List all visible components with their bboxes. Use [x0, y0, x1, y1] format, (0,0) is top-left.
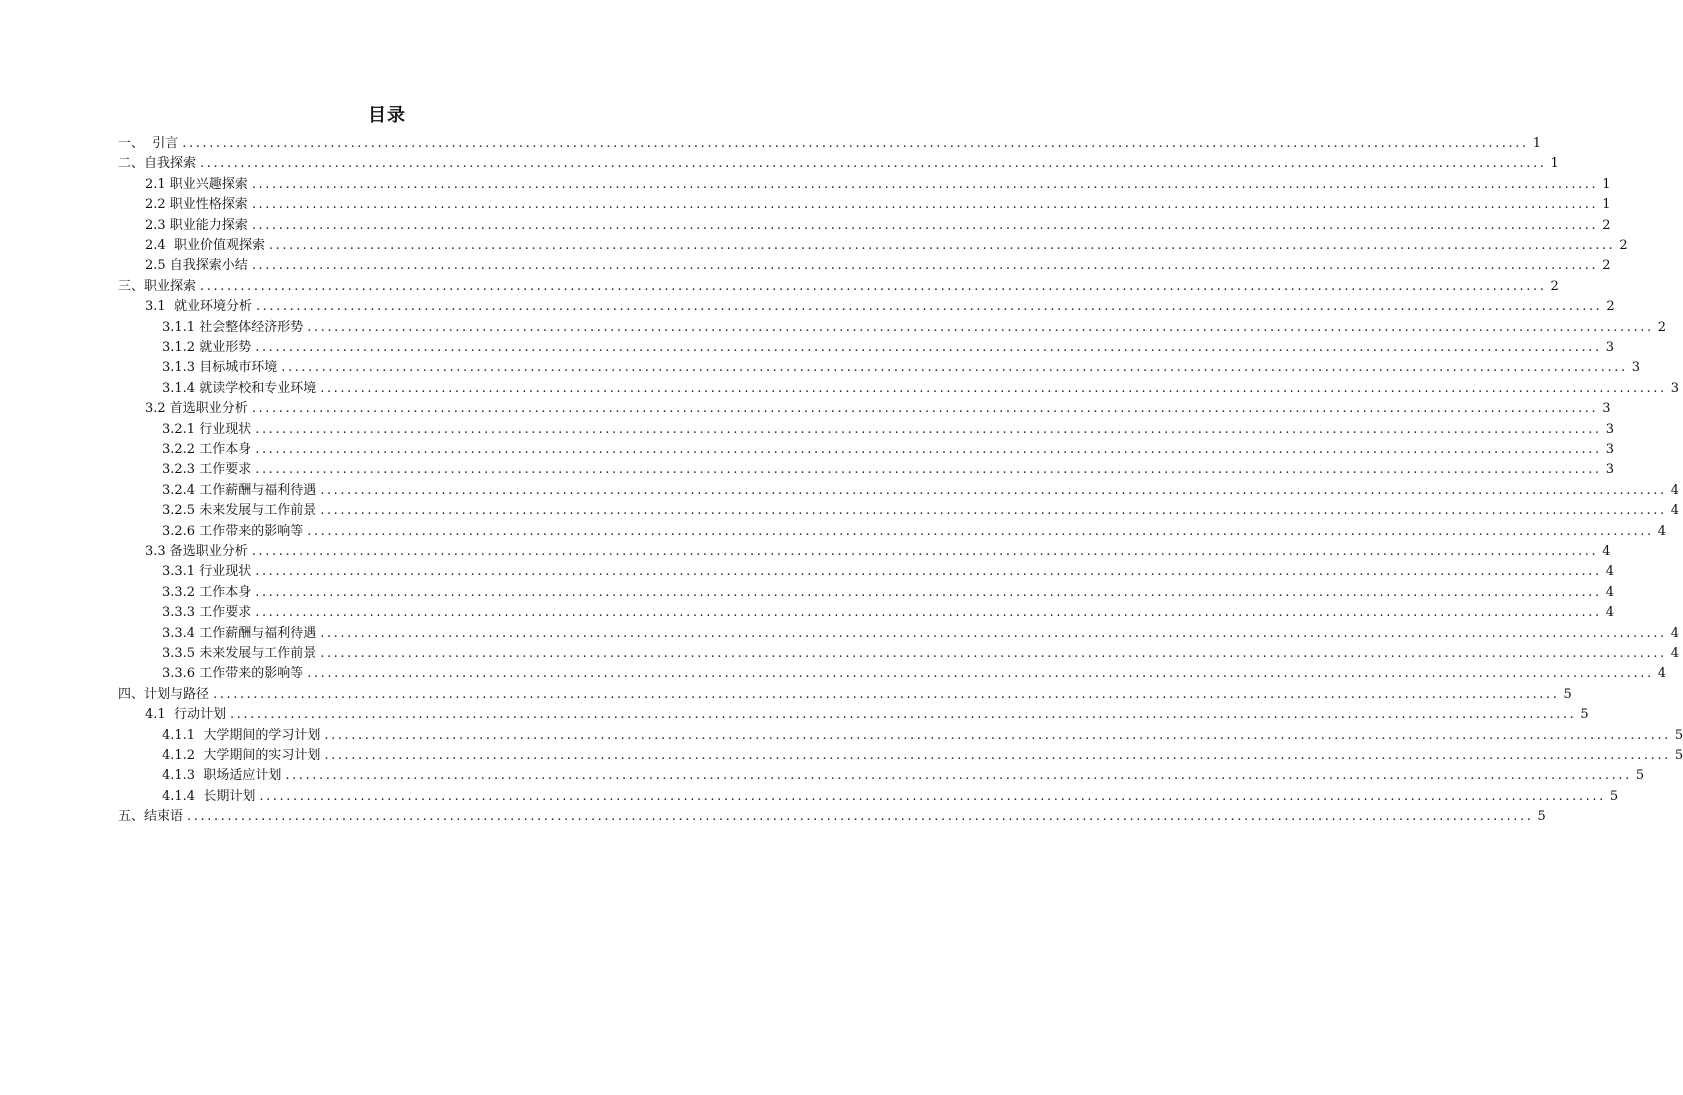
dot-leader: ........................................................................................................................................................................................................	[307, 666, 1654, 682]
toc-entry-page-number: 3	[1605, 340, 1614, 355]
toc-entry-label: 3.3.3 工作要求	[162, 605, 252, 621]
toc-entry[interactable]	[162, 726, 1683, 746]
toc-entry[interactable]	[162, 358, 1640, 378]
toc-entry-label: 3.1 就业环境分析	[145, 299, 252, 315]
toc-entry-page-number: 5	[1635, 768, 1645, 784]
toc-entry[interactable]	[162, 420, 1614, 440]
dot-leader: ........................................................................................................................................................................................................	[229, 707, 1577, 723]
toc-entry-page-number: 4	[1605, 605, 1614, 621]
toc-entry[interactable]	[162, 787, 1619, 807]
dot-leader: ........................................................................................................................................................................................................	[268, 238, 1616, 253]
toc-entry[interactable]	[162, 379, 1679, 399]
dot-leader: ........................................................................................................................................................................................................	[255, 462, 1602, 478]
toc-entry[interactable]	[162, 644, 1679, 664]
toc-entry-label: 3.1.3 目标城市环境	[162, 360, 278, 376]
toc-entry-page-number: 1	[1532, 136, 1542, 151]
toc-entry-page-number: 1	[1550, 156, 1559, 172]
toc-entry-page-number: 5	[1674, 748, 1683, 763]
toc-entry[interactable]	[118, 807, 1546, 827]
toc-entry-page-number: 5	[1674, 727, 1683, 743]
toc-entry-label: 3.3.4 工作薪酬与福利待遇	[162, 625, 317, 641]
toc-entry[interactable]	[145, 542, 1611, 562]
toc-entry-label: 三、职业探索	[118, 278, 197, 294]
toc-entry-label: 2.1 职业兴趣探索	[145, 176, 248, 192]
toc-entry-label: 2.3 职业能力探索	[145, 217, 248, 233]
dot-leader: ........................................................................................................................................................................................................	[324, 748, 1671, 763]
toc-entry-page-number: 2	[1606, 299, 1615, 315]
toc-entry-label: 3.3.5 未来发展与工作前景	[162, 646, 317, 661]
toc-entry-page-number: 4	[1602, 544, 1611, 559]
toc-entry-label: 3.3 备选职业分析	[145, 544, 248, 559]
toc-entry-label: 2.2 职业性格探索	[145, 197, 248, 213]
toc-entry[interactable]	[162, 522, 1666, 542]
toc-entry[interactable]	[118, 277, 1559, 297]
toc-entry[interactable]	[162, 583, 1614, 603]
toc-entry-page-number: 5	[1609, 788, 1619, 804]
toc-entry-page-number: 3	[1670, 380, 1679, 396]
dot-leader: ........................................................................................................................................................................................................	[200, 278, 1547, 294]
toc-entry[interactable]	[162, 460, 1614, 480]
toc-entry-page-number: 1	[1602, 197, 1611, 213]
toc-entry[interactable]	[145, 297, 1615, 317]
toc-entry[interactable]	[145, 399, 1611, 419]
dot-leader: ........................................................................................................................................................................................................	[187, 809, 1534, 825]
toc-entry-label: 五、结束语	[118, 809, 184, 825]
toc-entry-label: 4.1.3 职场适应计划	[162, 768, 282, 784]
toc-entry-label: 3.2.6 工作带来的影响等	[162, 523, 304, 539]
toc-entry-label: 3.2.1 行业现状	[162, 421, 252, 437]
toc-entry-label: 3.2.5 未来发展与工作前景	[162, 503, 317, 519]
toc-entry[interactable]	[162, 440, 1614, 460]
dot-leader: ........................................................................................................................................................................................................	[213, 686, 1560, 702]
dot-leader: ........................................................................................................................................................................................................	[251, 176, 1599, 192]
toc-entry-label: 3.1.1 社会整体经济形势	[162, 319, 304, 335]
toc-entry[interactable]	[145, 236, 1628, 256]
toc-entry-label: 3.1.2 就业形势	[162, 340, 252, 355]
dot-leader: ........................................................................................................................................................................................................	[285, 768, 1632, 784]
toc-entry-label: 二、自我探索	[118, 156, 197, 172]
dot-leader: ........................................................................................................................................................................................................	[320, 625, 1667, 641]
toc-entry-page-number: 2	[1657, 319, 1666, 335]
dot-leader: ........................................................................................................................................................................................................	[255, 605, 1602, 621]
dot-leader: ........................................................................................................................................................................................................	[255, 442, 1602, 457]
toc-entry-label: 3.1.4 就读学校和专业环境	[162, 380, 317, 396]
toc-entry-label: 一、 引言	[118, 136, 179, 151]
dot-leader: ........................................................................................................................................................................................................	[251, 401, 1599, 417]
toc-entry-page-number: 2	[1619, 238, 1628, 253]
dot-leader: ........................................................................................................................................................................................................	[255, 299, 1603, 315]
toc-entry-label: 3.2 首选职业分析	[145, 401, 248, 417]
toc-entry-label: 四、计划与路径	[118, 686, 210, 702]
dot-leader: ........................................................................................................................................................................................................	[324, 727, 1671, 743]
toc-entry-label: 3.3.2 工作本身	[162, 584, 252, 600]
toc-entry[interactable]	[162, 501, 1679, 521]
toc-entry-label: 3.3.6 工作带来的影响等	[162, 666, 304, 682]
dot-leader: ........................................................................................................................................................................................................	[307, 319, 1654, 335]
toc-entry[interactable]	[145, 705, 1589, 725]
toc-entry-page-number: 3	[1605, 421, 1614, 437]
toc-entry[interactable]	[118, 154, 1559, 174]
toc-entry-page-number: 1	[1602, 176, 1611, 192]
toc-entry-page-number: 4	[1657, 523, 1666, 539]
toc-entry[interactable]	[162, 481, 1679, 501]
toc-entry[interactable]	[162, 664, 1666, 684]
toc-entry-page-number: 2	[1550, 278, 1559, 294]
dot-leader: ........................................................................................................................................................................................................	[320, 482, 1667, 498]
toc-entry-label: 3.3.1 行业现状	[162, 564, 252, 580]
dot-leader: ........................................................................................................................................................................................................	[182, 136, 1529, 151]
dot-leader: ........................................................................................................................................................................................................	[259, 788, 1606, 804]
dot-leader: ........................................................................................................................................................................................................	[255, 340, 1602, 355]
toc-entry[interactable]	[162, 746, 1683, 766]
toc-entry-page-number: 3	[1605, 462, 1614, 478]
toc-entry-page-number: 2	[1602, 258, 1611, 274]
toc-entry-page-number: 4	[1605, 564, 1614, 580]
toc-entry[interactable]	[162, 603, 1614, 623]
toc-entry-page-number: 4	[1670, 482, 1679, 498]
dot-leader: ........................................................................................................................................................................................................	[307, 523, 1654, 539]
toc-entry[interactable]	[118, 134, 1542, 154]
dot-leader: ........................................................................................................................................................................................................	[255, 564, 1602, 580]
dot-leader: ........................................................................................................................................................................................................	[320, 503, 1667, 519]
toc-entry[interactable]	[162, 338, 1614, 358]
toc-entry[interactable]	[162, 766, 1645, 786]
toc-entry-page-number: 3	[1605, 442, 1614, 457]
toc-entry[interactable]	[162, 624, 1679, 644]
toc-entry-label: 4.1.4 长期计划	[162, 788, 256, 804]
dot-leader: ........................................................................................................................................................................................................	[251, 197, 1599, 213]
dot-leader: ........................................................................................................................................................................................................	[251, 258, 1599, 274]
toc-entry-page-number: 2	[1602, 217, 1611, 233]
toc-entry-label: 2.4 职业价值观探索	[145, 238, 265, 253]
toc-entry-page-number: 4	[1605, 584, 1614, 600]
dot-leader: ........................................................................................................................................................................................................	[200, 156, 1547, 172]
dot-leader: ........................................................................................................................................................................................................	[281, 360, 1628, 376]
toc-entry-label: 3.2.2 工作本身	[162, 442, 252, 457]
toc-entry-page-number: 3	[1631, 360, 1640, 376]
toc-entry[interactable]	[162, 318, 1666, 338]
toc-entry-page-number: 3	[1602, 401, 1611, 417]
toc-entry[interactable]	[145, 216, 1611, 236]
toc-entry[interactable]	[145, 195, 1611, 215]
dot-leader: ........................................................................................................................................................................................................	[255, 421, 1602, 437]
toc-entry-label: 4.1.2 大学期间的实习计划	[162, 748, 321, 763]
toc-entry-page-number: 4	[1670, 503, 1679, 519]
dot-leader: ........................................................................................................................................................................................................	[251, 544, 1599, 559]
toc-title: 目录	[368, 105, 406, 126]
toc-entry-page-number: 4	[1657, 666, 1666, 682]
toc-entry-label: 3.2.4 工作薪酬与福利待遇	[162, 482, 317, 498]
dot-leader: ........................................................................................................................................................................................................	[255, 584, 1602, 600]
toc-entry-label: 4.1.1 大学期间的学习计划	[162, 727, 321, 743]
dot-leader: ........................................................................................................................................................................................................	[320, 380, 1667, 396]
dot-leader: ........................................................................................................................................................................................................	[320, 646, 1667, 661]
toc-entry-page-number: 4	[1670, 625, 1679, 641]
toc-entry[interactable]	[162, 562, 1614, 582]
toc-entry-page-number: 5	[1537, 809, 1546, 825]
toc-entry-page-number: 5	[1580, 707, 1589, 723]
toc-entry[interactable]	[145, 256, 1611, 276]
toc-entry[interactable]	[118, 685, 1572, 705]
dot-leader: ........................................................................................................................................................................................................	[251, 217, 1599, 233]
toc-entry-label: 3.2.3 工作要求	[162, 462, 252, 478]
toc-entry-label: 4.1 行动计划	[145, 707, 226, 723]
toc-entry[interactable]	[145, 175, 1611, 195]
toc-entry-page-number: 4	[1670, 646, 1679, 661]
toc-entry-page-number: 5	[1563, 686, 1572, 702]
toc-entry-label: 2.5 自我探索小结	[145, 258, 248, 274]
